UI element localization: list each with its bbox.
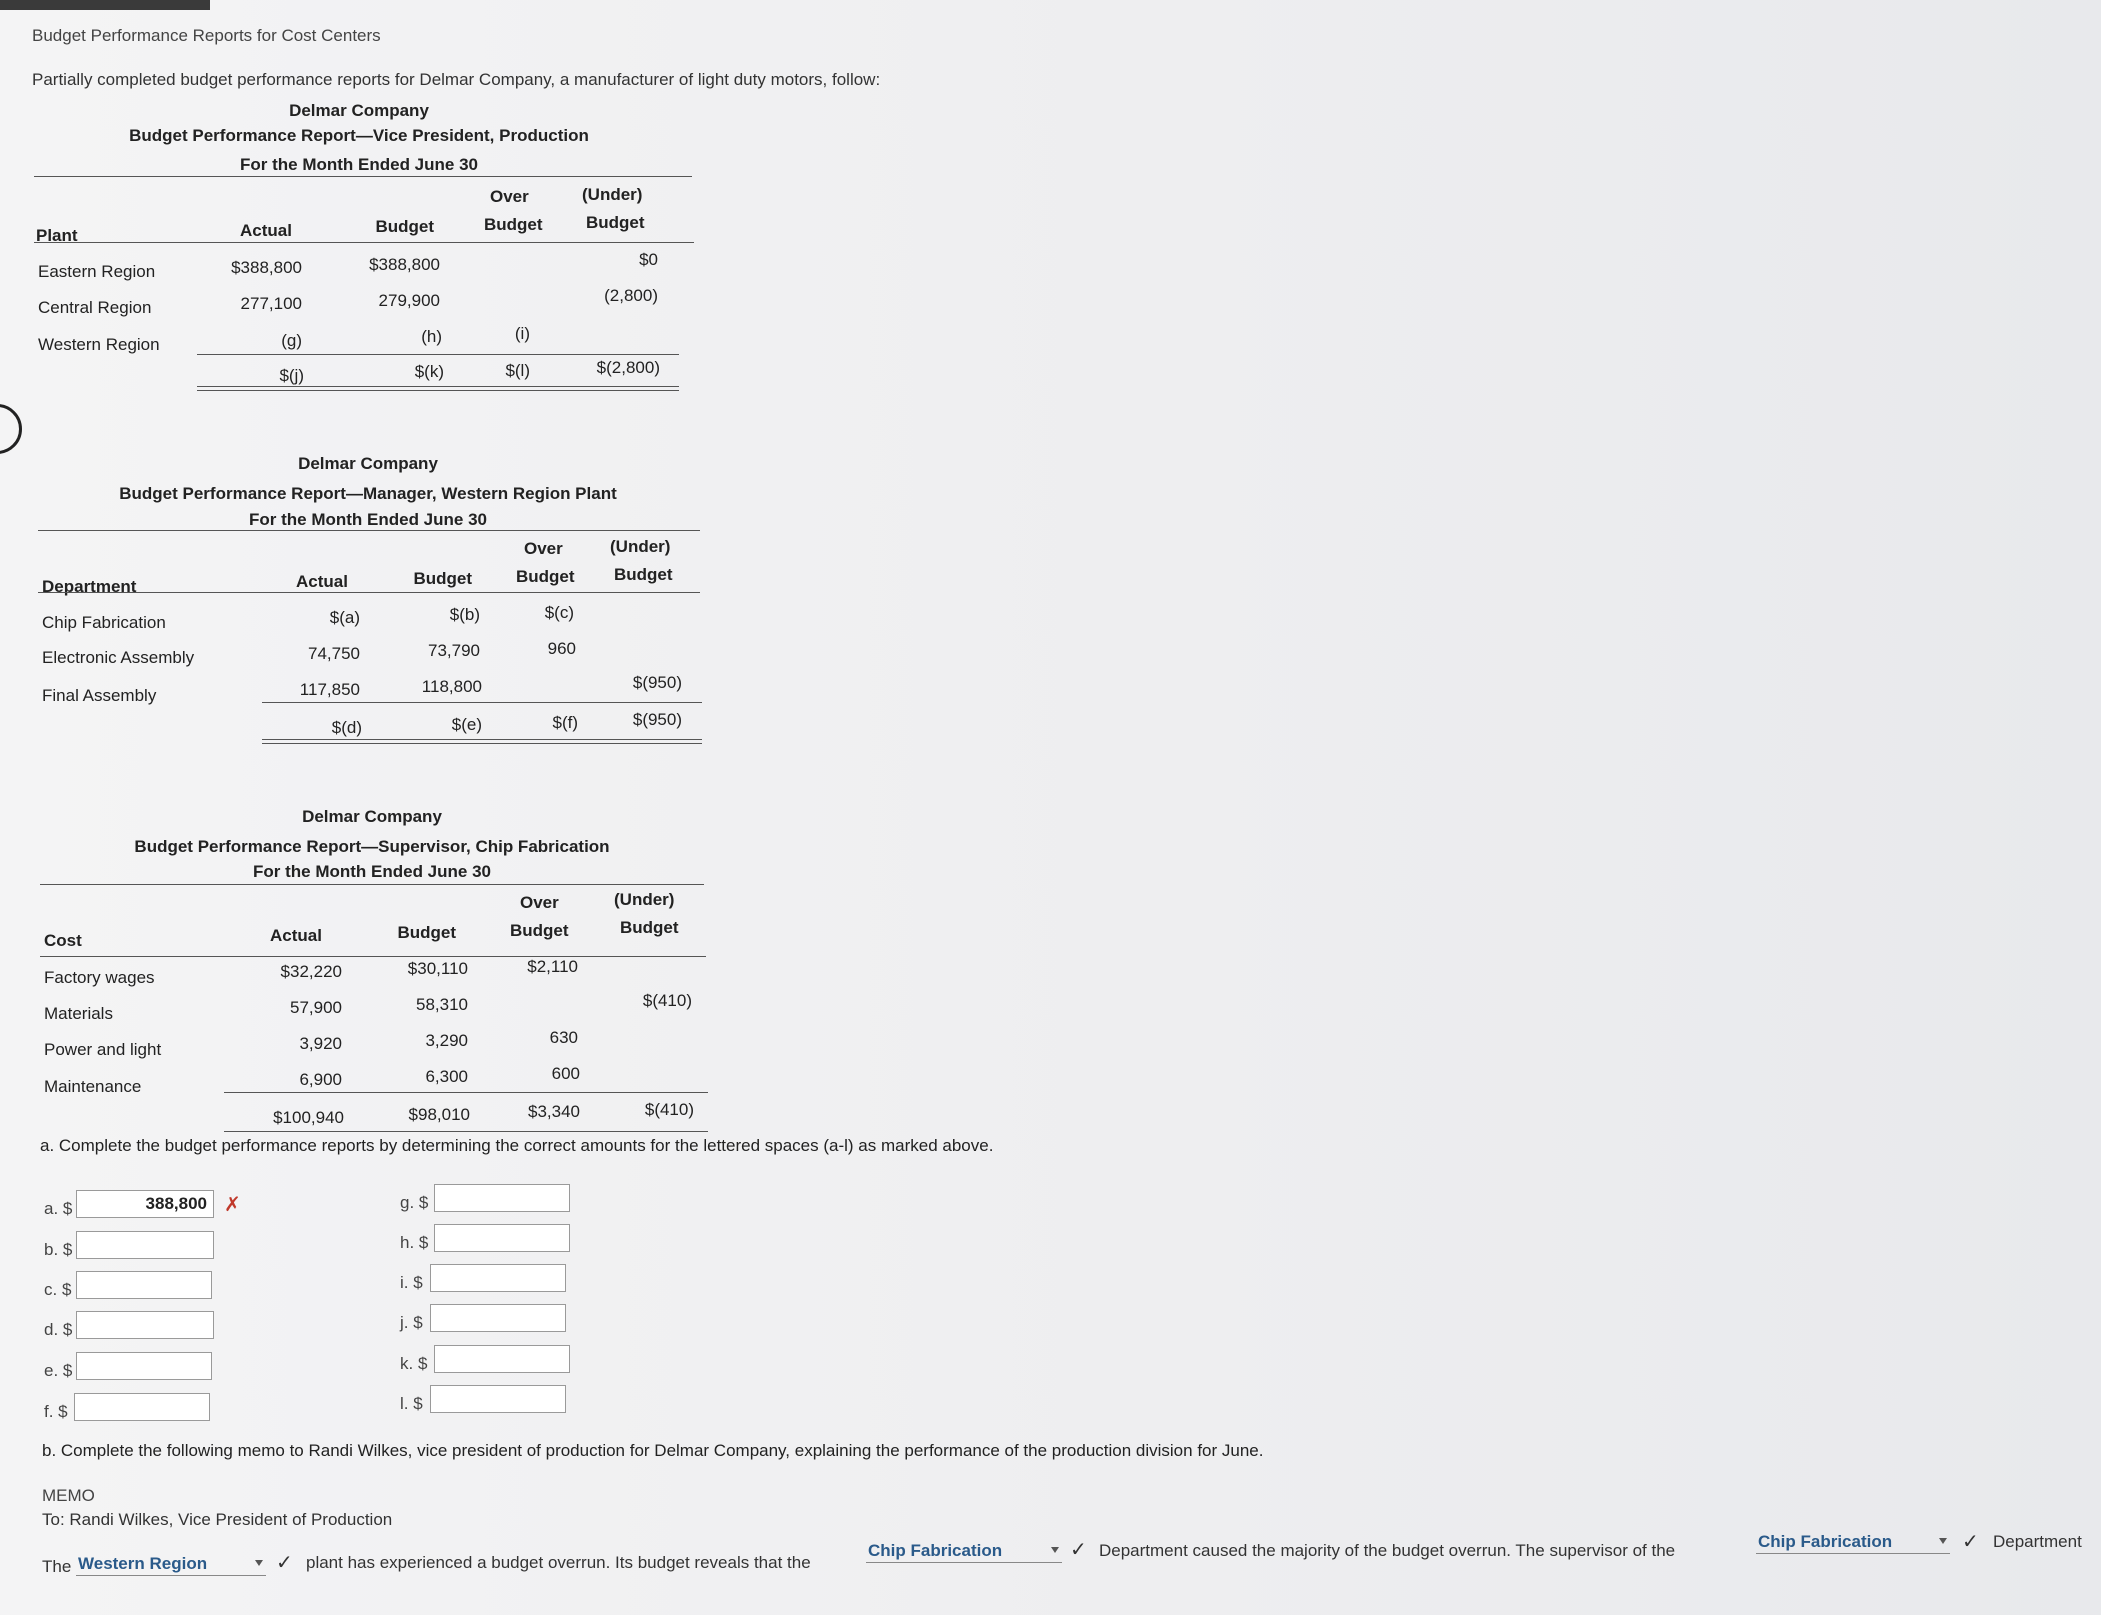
report3-row-actual: 57,900 [290, 998, 342, 1017]
report1-actual-header: Actual [240, 221, 292, 240]
report1-row-name: Western Region [38, 335, 160, 354]
report3-row-budget: 6,300 [425, 1067, 468, 1086]
report3-row-name: Power and light [44, 1040, 162, 1059]
report2-row-name: Final Assembly [42, 686, 157, 705]
answer-input-b[interactable] [76, 1231, 214, 1259]
answer-label-f: f. $ [44, 1402, 68, 1421]
report2-row-budget: 118,800 [421, 677, 482, 696]
part-a-instruction: a. Complete the budget performance reports by determining the correct amounts for the lettered spaces (a-l) as marked above. [40, 1136, 994, 1155]
report2-budget-header: Budget [413, 569, 472, 588]
report1-total-actual: $(j) [279, 366, 304, 385]
answer-label-a: a. $ [44, 1199, 73, 1218]
report1-over-header-2: Budget [484, 215, 543, 234]
memo-text-4: Department [1993, 1532, 2082, 1551]
memo-text-3: Department caused the majority of the budget overrun. The supervisor of the [1099, 1541, 1676, 1560]
report3-row-over: 630 [549, 1028, 578, 1047]
report2-row-actual: 74,750 [308, 644, 360, 663]
report3-row-over: 600 [551, 1064, 580, 1083]
report1-row-budget: (h) [421, 327, 442, 346]
answer-input-k[interactable] [434, 1345, 570, 1373]
report3-under-header-2: Budget [620, 918, 679, 937]
report2-title: Budget Performance Report—Manager, Western Region Plant [119, 484, 617, 503]
report2-total-budget: $(e) [451, 715, 482, 734]
answer-label-c: c. $ [44, 1280, 72, 1299]
report1-budget-header: Budget [375, 217, 434, 236]
answer-input-e[interactable] [76, 1352, 212, 1380]
incorrect-x-icon: ✗ [224, 1194, 241, 1216]
answer-input-g[interactable] [434, 1184, 570, 1212]
report2-row-actual: $(a) [329, 608, 360, 627]
report2-over-header-1: Over [524, 539, 563, 558]
dropdown-department-value: Chip Fabrication [868, 1541, 1003, 1560]
report1-total-budget: $(k) [414, 362, 444, 381]
report3-row-budget: $30,110 [407, 959, 468, 978]
report2-under-header-2: Budget [614, 565, 673, 584]
answer-label-g: g. $ [400, 1193, 429, 1212]
report2-over-header-2: Budget [516, 567, 575, 586]
report3-under-header-1: (Under) [614, 890, 675, 909]
report1-col-label: Plant [36, 226, 78, 245]
report1-under-header-2: Budget [586, 213, 645, 232]
report2-row-budget: $(b) [449, 605, 480, 624]
report1-row-under: $0 [639, 250, 658, 269]
report1-total-over: $(l) [505, 361, 530, 380]
memo-text-2: plant has experienced a budget overrun. Its budget reveals that the [306, 1553, 811, 1572]
report2-company: Delmar Company [298, 454, 438, 473]
report1-row-under: (2,800) [604, 286, 658, 305]
correct-check-icon: ✓ [1070, 1539, 1087, 1561]
report1-total-under: $(2,800) [596, 358, 660, 377]
report3-row-name: Factory wages [44, 968, 155, 987]
answer-label-e: e. $ [44, 1361, 73, 1380]
answer-input-j[interactable] [430, 1304, 566, 1332]
report2-row-name: Electronic Assembly [42, 648, 195, 667]
correct-check-icon: ✓ [1962, 1531, 1979, 1553]
part-b-instruction: b. Complete the following memo to Randi Wilkes, vice president of production for Delmar Company, explaining the performance of the production division for June. [42, 1441, 1264, 1460]
report2-under-header-1: (Under) [610, 537, 671, 556]
report2-row-over: $(c) [544, 603, 574, 622]
report3-over-header-1: Over [520, 893, 559, 912]
answer-input-l[interactable] [430, 1385, 566, 1413]
report3-row-budget: 58,310 [416, 995, 468, 1014]
answer-label-h: h. $ [400, 1233, 429, 1252]
answer-label-k: k. $ [400, 1354, 428, 1373]
report3-period: For the Month Ended June 30 [252, 862, 491, 881]
report2-total-under: $(950) [632, 710, 682, 729]
report1-row-budget: $388,800 [369, 255, 440, 274]
report1-row-over: (i) [514, 324, 530, 343]
report3-row-budget: 3,290 [425, 1031, 468, 1050]
answer-label-i: i. $ [400, 1273, 423, 1292]
report1-row-budget: 279,900 [378, 291, 440, 310]
answer-label-l: l. $ [400, 1394, 423, 1413]
report3-actual-header: Actual [270, 926, 322, 945]
answer-label-j: j. $ [400, 1313, 423, 1332]
report3-col-label: Cost [44, 931, 82, 950]
report3-row-actual: $32,220 [280, 962, 342, 981]
report3-row-under: $(410) [642, 991, 692, 1010]
report1-row-name: Eastern Region [38, 262, 156, 281]
page-heading: Budget Performance Reports for Cost Centers [32, 26, 381, 45]
top-header-strip [0, 0, 210, 10]
answer-input-f[interactable] [74, 1393, 210, 1421]
answer-label-b: b. $ [44, 1240, 73, 1259]
report3-total-under: $(410) [644, 1100, 694, 1119]
report1-row-actual: (g) [281, 331, 302, 350]
report2-row-actual: 117,850 [299, 680, 360, 699]
report3-title: Budget Performance Report—Supervisor, Chip Fabrication [134, 837, 610, 856]
report1-title: Budget Performance Report—Vice President, Production [129, 126, 589, 145]
report3-over-header-2: Budget [510, 921, 569, 940]
report2-row-under: $(950) [632, 673, 682, 692]
dropdown-plant-value: Western Region [78, 1554, 208, 1573]
report2-total-over: $(f) [552, 713, 578, 732]
intro-text: Partially completed budget performance reports for Delmar Company, a manufacturer of light duty motors, follow: [32, 70, 881, 89]
memo-heading: MEMO [42, 1486, 95, 1505]
report2-row-budget: 73,790 [428, 641, 480, 660]
report1-company: Delmar Company [289, 101, 429, 120]
report2-row-over: 960 [547, 639, 576, 658]
chevron-down-icon [255, 1560, 263, 1566]
report1-row-name: Central Region [38, 298, 152, 317]
report3-budget-header: Budget [397, 923, 456, 942]
memo-to: To: Randi Wilkes, Vice President of Production [42, 1510, 393, 1529]
chevron-down-icon [1051, 1547, 1059, 1553]
answer-label-d: d. $ [44, 1320, 73, 1339]
report2-row-name: Chip Fabrication [42, 613, 166, 632]
report3-total-budget: $98,010 [408, 1105, 470, 1124]
report3-row-name: Maintenance [44, 1077, 142, 1096]
report2-period: For the Month Ended June 30 [248, 510, 487, 529]
report3-row-name: Materials [44, 1004, 113, 1023]
report2-total-actual: $(d) [331, 718, 362, 737]
dropdown-department[interactable] [866, 1541, 1062, 1563]
report1-period: For the Month Ended June 30 [239, 155, 478, 174]
memo-text-1: The [42, 1557, 72, 1576]
answer-input-a[interactable] [76, 1190, 214, 1218]
correct-check-icon: ✓ [276, 1552, 293, 1574]
chevron-down-icon [1939, 1538, 1947, 1544]
dropdown-supervisor-department[interactable] [1756, 1532, 1950, 1554]
dropdown-supervisor-value: Chip Fabrication [1758, 1532, 1893, 1551]
report3-row-actual: 3,920 [299, 1034, 342, 1053]
report3-row-over: $2,110 [527, 957, 578, 976]
report3-total-actual: $100,940 [273, 1108, 344, 1127]
report2-col-label: Department [42, 577, 137, 596]
report1-row-actual: $388,800 [231, 258, 302, 277]
report3-company: Delmar Company [302, 807, 442, 826]
report3-row-actual: 6,900 [299, 1070, 342, 1089]
dropdown-plant[interactable] [76, 1554, 266, 1576]
report1-row-actual: 277,100 [240, 294, 302, 313]
report3-total-over: $3,340 [528, 1102, 580, 1121]
answer-input-c[interactable] [76, 1271, 212, 1299]
report1-under-header-1: (Under) [582, 185, 643, 204]
answer-input-i[interactable] [430, 1264, 566, 1292]
answer-input-d[interactable] [76, 1311, 214, 1339]
report2-actual-header: Actual [296, 572, 348, 591]
answer-input-h[interactable] [434, 1224, 570, 1252]
report1-over-header-1: Over [490, 187, 529, 206]
